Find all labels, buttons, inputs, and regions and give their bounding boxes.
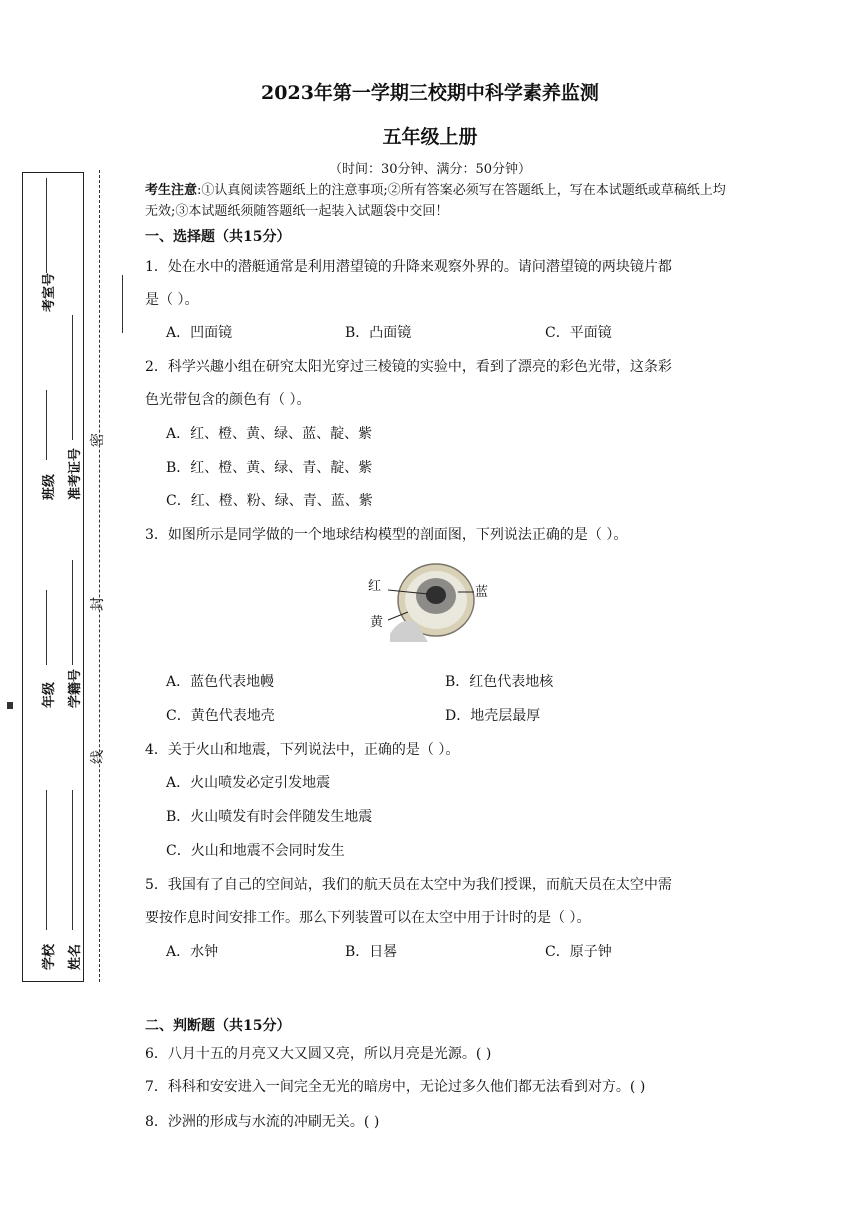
field-line-class [46,390,47,460]
exam-notice [145,180,735,222]
figure-label-red: 红 [368,579,382,594]
figure-label-blue: 蓝 [475,585,489,600]
q4-text-line1: 4．关于火山和地震，下列说法中，正确的是（ ）。 [145,742,460,758]
q1-option-b: B．凸面镜 [345,325,412,341]
q2-text-line2: 色光带包含的颜色有（ ）。 [145,392,311,408]
q4-option-a: A．火山喷发必定引发地震 [166,775,331,791]
binding-mark [7,702,13,709]
q2-option-c: C．红、橙、粉、绿、青、蓝、紫 [166,493,373,509]
field-line-ticket-no [72,315,73,440]
q8-text: 8．沙洲的形成与水流的冲刷无关。( ) [145,1114,380,1130]
field-school: 学校 [42,943,57,970]
q3-option-b: B．红色代表地核 [445,674,554,690]
q1-text-line1: 1．处在水中的潜艇通常是利用潜望镜的升降来观察外界的。请问潜望镜的两块镜片都 [145,259,672,275]
field-line-name [72,790,73,930]
field-student-id: 学籍号 [68,668,83,708]
field-line-exam-room [46,178,47,273]
q4-option-c: C．火山和地震不会同时发生 [166,843,345,859]
seal-char-mi: 密 [90,433,106,447]
q1-text-line2: 是（ ）。 [145,292,199,308]
field-name: 姓名 [68,943,83,970]
q6-text: 6．八月十五的月亮又大又圆又亮，所以月亮是光源。( ) [145,1046,492,1062]
earth-model-figure [366,560,496,642]
exam-grade: 五年级上册 [382,126,478,148]
q3-text-line1: 3．如图所示是同学做的一个地球结构模型的剖面图，下列说法正确的是（ ）。 [145,527,628,543]
q3-option-c: C．黄色代表地壳 [166,708,275,724]
q3-option-d: D．地壳层最厚 [445,708,541,724]
section-heading-judge: 二、判断题（共15分） [145,1018,291,1034]
section-heading-choice: 一、选择题（共15分） [145,229,291,245]
time-info: （时间：30分钟、满分：50分钟） [328,162,532,177]
field-line-school [46,790,47,930]
field-ticket-no: 准考证号 [68,447,83,500]
q5-option-a: A．水钟 [166,944,219,960]
q5-text-line2: 要按作息时间安排工作。那么下列装置可以在太空中用于计时的是（ ）。 [145,910,591,926]
field-grade: 年级 [42,681,57,708]
binding-bar [122,275,123,333]
seal-char-feng: 封 [90,597,106,611]
field-exam-room: 考室号 [42,272,57,312]
field-line-grade [46,590,47,665]
field-class: 班级 [42,473,57,500]
q5-option-c: C．原子钟 [545,944,612,960]
q2-option-b: B．红、橙、黄、绿、青、靛、紫 [166,460,373,476]
notice-text: :①认真阅读答题纸上的注意事项;②所有答案必须写在答题纸上，写在本试题纸或草稿纸上均无效;③本试题纸须随答题纸一起装入试题袋中交回！ [145,183,726,219]
notice-label: 考生注意 [145,183,198,198]
figure-label-yellow: 黄 [370,615,384,630]
exam-title: 2023年第一学期三校期中科学素养监测 [261,82,599,104]
q3-option-a: A．蓝色代表地幔 [166,674,275,690]
cut-line [99,170,100,982]
seal-char-xian: 线 [90,750,106,764]
q5-option-b: B．日晷 [345,944,398,960]
field-line-student-id [72,560,73,665]
q7-text: 7．科科和安安进入一间完全无光的暗房中，无论过多久他们都无法看到对方。( ) [145,1079,646,1095]
q1-option-a: A．凹面镜 [166,325,233,341]
q5-text-line1: 5．我国有了自己的空间站，我们的航天员在太空中为我们授课，而航天员在太空中需 [145,877,672,893]
q1-option-c: C．平面镜 [545,325,612,341]
q2-option-a: A．红、橙、黄、绿、蓝、靛、紫 [166,426,373,442]
q2-text-line1: 2．科学兴趣小组在研究太阳光穿过三棱镜的实验中，看到了漂亮的彩色光带，这条彩 [145,359,672,375]
q4-option-b: B．火山喷发有时会伴随发生地震 [166,809,373,825]
